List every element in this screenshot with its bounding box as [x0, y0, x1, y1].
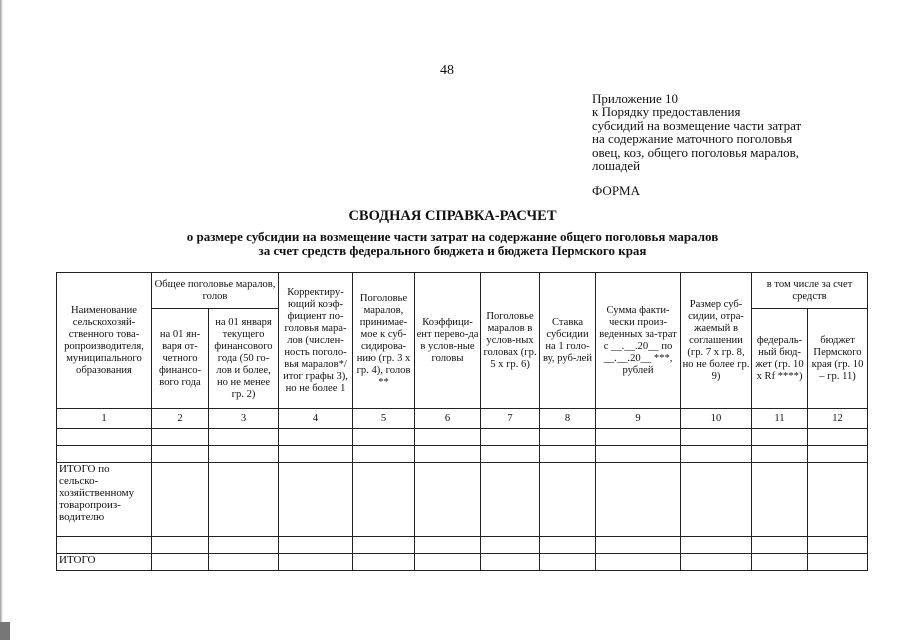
col-number: 1	[57, 409, 152, 429]
header-total-group: Общее поголовье маралов, голов	[152, 273, 279, 309]
header-col-2: на 01 ян-варя от-четного финансо-вого года	[152, 309, 209, 409]
itogo-producer-row	[57, 463, 868, 537]
header-col-10: Размер суб-сидии, отра-жаемый в соглашении (гр. 7 х гр. 8, но не более гр. 9)	[681, 273, 752, 409]
scan-edge	[0, 0, 3, 640]
document-title: СВОДНАЯ СПРАВКА-РАСЧЕТ	[348, 208, 557, 224]
col-number: 6	[415, 409, 481, 429]
col-number: 12	[808, 409, 868, 429]
itogo-row	[57, 554, 868, 571]
header-col-3: на 01 января текущего финансового года (50 го-лов и более, но не менее гр. 2)	[209, 309, 279, 409]
header-col-12: бюджет Пермского края (гр. 10 – гр. 11)	[808, 309, 868, 409]
header-col-9: Сумма факти-чески произ-веденных за-трат с __.__.20__ по __.__.20__ ***, рублей	[596, 273, 681, 409]
header-name: Наименование сельскохозяй-ственного това-ропроизводителя, муниципального образования	[57, 273, 152, 409]
col-number: 11	[752, 409, 808, 429]
header-col-8: Ставка субсидии на 1 голо-ву, руб-лей	[540, 273, 596, 409]
header-col-5: Поголовье маралов, принимае-мое к суб-сидирова-нию (гр. 3 х гр. 4), голов **	[353, 273, 415, 409]
document-subtitle	[0, 230, 905, 257]
header-col-6: Коэффици-ент перево-да в услов-ные головы	[415, 273, 481, 409]
col-number: 9	[596, 409, 681, 429]
subsidy-calculation-table	[56, 272, 868, 571]
subtitle-line-1: о размере субсидии на возмещение части затрат на содержание общего поголовья маралов	[186, 229, 719, 244]
table-row	[57, 446, 868, 463]
column-number-row	[57, 409, 868, 429]
header-col-7: Поголовье маралов в услов-ных головах (гр. 5 х гр. 6)	[481, 273, 540, 409]
col-number: 4	[279, 409, 353, 429]
col-number: 5	[353, 409, 415, 429]
itogo-label: ИТОГО	[57, 554, 152, 571]
page-number: 48	[440, 63, 454, 78]
table-row	[57, 429, 868, 446]
col-number: 8	[540, 409, 596, 429]
scan-corner-artifact	[0, 622, 10, 640]
subtitle-line-2: за счет средств федерального бюджета и бюджета Пермского края	[258, 242, 647, 258]
header-col-4: Корректиру-ющий коэф-фициент по-головья мара-лов (числен-ность поголо-вья маралов*/ итог графы 3), но не более 1	[279, 273, 353, 409]
header-incl-group: в том числе за счет средств	[752, 273, 868, 309]
col-number: 10	[681, 409, 752, 429]
form-label: ФОРМА	[592, 183, 640, 198]
appendix-note: Приложение 10 к Порядку предоставления субсидий на возмещение части затрат на содержание маточного поголовья овец, коз, общего поголовья маралов, лошадей	[592, 91, 802, 174]
itogo-producer-label: ИТОГО по сельско-хозяйственному товаропроиз-водителю	[57, 463, 152, 537]
header-col-11: федераль-ный бюд-жет (гр. 10 х Rf ****)	[752, 309, 808, 409]
table-row	[57, 537, 868, 554]
col-number: 2	[152, 409, 209, 429]
col-number: 7	[481, 409, 540, 429]
col-number: 3	[209, 409, 279, 429]
